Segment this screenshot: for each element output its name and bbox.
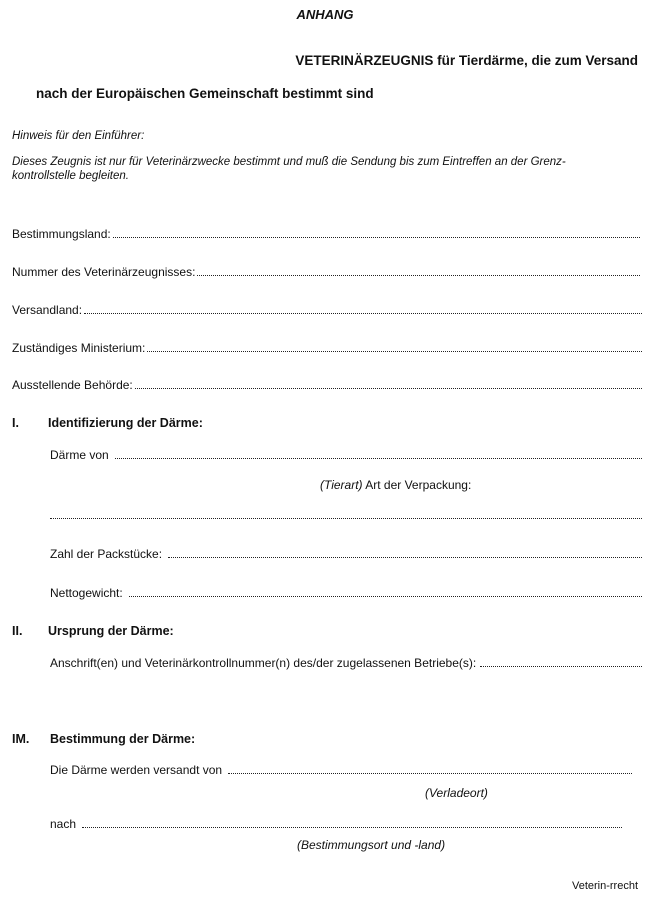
certificate-title-line2: nach der Europäischen Gemeinschaft bestimmt sind — [36, 86, 374, 101]
packaging-entry-line[interactable] — [50, 507, 642, 523]
ministry-field[interactable] — [12, 340, 642, 356]
packaging-type-label: Art der Verpackung: — [365, 478, 472, 492]
destination-field[interactable] — [50, 816, 622, 832]
loading-place-caption: (Verladeort) — [425, 786, 488, 800]
animal-type-caption: (Tierart) — [320, 478, 363, 492]
section1-number: I. — [12, 416, 19, 430]
notice-line2: kontrollstelle begleiten. — [12, 170, 129, 182]
ministry-label: Zuständiges Ministerium: — [12, 341, 146, 355]
packaging-caption — [320, 478, 471, 492]
dispatch-country-field[interactable] — [12, 302, 642, 318]
section2-title: Ursprung der Därme: — [48, 624, 174, 638]
net-weight-label: Nettogewicht: — [50, 586, 123, 600]
destination-country-field[interactable] — [12, 226, 640, 242]
dispatch-country-label: Versandland: — [12, 303, 83, 317]
section3-number: IM. — [12, 732, 30, 746]
addresses-label: Anschrift(en) und Veterinärkontrollnummer(n) des/der zugelassenen Betriebe(s): — [50, 656, 477, 670]
notice-heading: Hinweis für den Einführer: — [12, 130, 145, 142]
package-count-label: Zahl der Packstücke: — [50, 547, 163, 561]
certificate-title-line1: VETERINÄRZEUGNIS für Tierdärme, die zum Versand — [295, 53, 638, 68]
issuing-authority-label: Ausstellende Behörde: — [12, 378, 133, 392]
certificate-number-field[interactable] — [12, 264, 640, 280]
shipped-from-field[interactable] — [50, 762, 632, 778]
annex-title: ANHANG — [296, 7, 354, 22]
section1-title: Identifizierung der Därme: — [48, 416, 203, 430]
destination-place-caption: (Bestimmungsort und -land) — [297, 838, 446, 852]
footer-reference: Veterin-rrecht — [571, 880, 638, 892]
notice-line1: Dieses Zeugnis ist nur für Veterinärzwecke bestimmt und muß die Sendung bis zum Eintreffen an der Grenz- — [12, 156, 566, 168]
issuing-authority-field[interactable] — [12, 377, 642, 393]
section2-number: II. — [12, 624, 23, 638]
shipped-from-label: Die Därme werden versandt von — [50, 763, 223, 777]
package-count-field[interactable] — [50, 546, 642, 562]
casings-of-field[interactable] — [50, 447, 642, 463]
destination-country-label: Bestimmungsland: — [12, 227, 111, 241]
net-weight-field[interactable] — [50, 585, 642, 601]
section3-title: Bestimmung der Därme: — [50, 732, 196, 746]
to-label: nach — [50, 817, 77, 831]
certificate-number-label: Nummer des Veterinärzeugnisses: — [12, 265, 196, 279]
addresses-field[interactable] — [50, 655, 642, 671]
casings-of-label: Därme von — [50, 448, 109, 462]
